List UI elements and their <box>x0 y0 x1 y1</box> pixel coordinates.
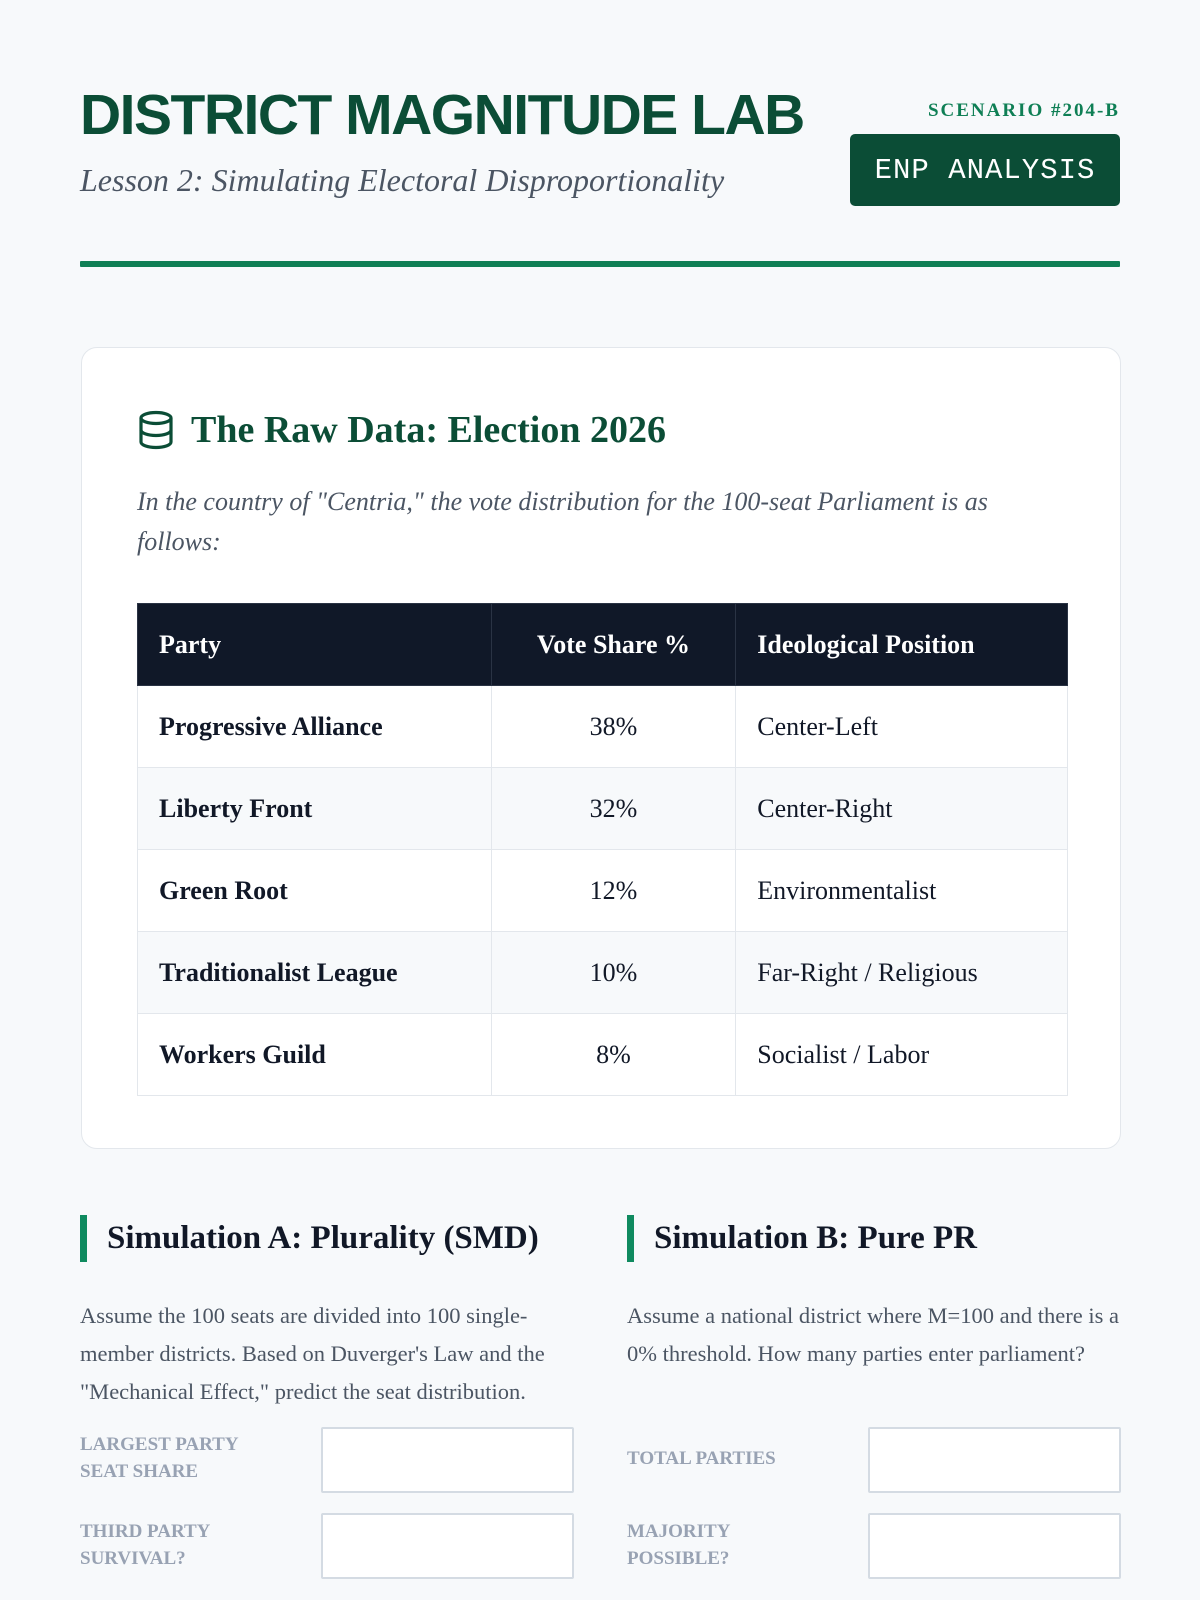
table-row <box>138 850 1068 932</box>
column-header-vote-share: Vote Share % <box>491 604 736 686</box>
label-line: TOTAL PARTIES <box>627 1448 776 1469</box>
simulation-b-title: Simulation B: Pure PR <box>627 1215 977 1262</box>
label-line: THIRD PARTY <box>80 1521 211 1542</box>
party-name: Workers Guild <box>138 1014 492 1096</box>
label-line: SEAT SHARE <box>80 1461 199 1482</box>
label-line: POSSIBLE? <box>627 1548 730 1569</box>
party-name: Green Root <box>138 850 492 932</box>
table-row <box>138 932 1068 1014</box>
table-row <box>138 768 1068 850</box>
ideological-position: Center-Right <box>736 768 1068 850</box>
vote-share: 32% <box>491 768 736 850</box>
ideological-position: Environmentalist <box>736 850 1068 932</box>
simulation-b-section <box>627 1215 1121 1600</box>
party-name: Liberty Front <box>138 768 492 850</box>
ideological-position: Socialist / Labor <box>736 1014 1068 1096</box>
table-row <box>138 1014 1068 1096</box>
total-parties-input[interactable] <box>868 1427 1121 1493</box>
vote-share: 12% <box>491 850 736 932</box>
database-icon <box>137 410 175 450</box>
vote-share: 8% <box>491 1014 736 1096</box>
largest-party-seat-share-input[interactable] <box>321 1427 574 1493</box>
column-header-party: Party <box>138 604 492 686</box>
label-line: LARGEST PARTY <box>80 1434 239 1455</box>
majority-possible-input[interactable] <box>868 1513 1121 1579</box>
simulation-b-description: Assume a national district where M=100 and there is a 0% threshold. How many parties enter parliament? <box>627 1303 1119 1366</box>
third-party-survival-input[interactable] <box>321 1513 574 1579</box>
table-row <box>138 686 1068 768</box>
ideological-position: Center-Left <box>736 686 1068 768</box>
label-line: MAJORITY <box>627 1521 731 1542</box>
third-party-survival-label <box>80 1518 210 1572</box>
label-line: SURVIVAL? <box>80 1548 186 1569</box>
vote-distribution-table <box>137 603 1068 1096</box>
simulation-a-description: Assume the 100 seats are divided into 100 single-member districts. Based on Duverger's Law and the "Mechanical Effect," predict the seat distribution. <box>80 1303 545 1404</box>
raw-data-heading <box>137 408 666 452</box>
scenario-label: SCENARIO #204-B <box>927 100 1120 121</box>
party-name: Progressive Alliance <box>138 686 492 768</box>
table-header-row <box>138 604 1068 686</box>
page-header <box>80 82 1120 270</box>
vote-share: 38% <box>491 686 736 768</box>
raw-data-title: The Raw Data: Election 2026 <box>191 409 666 451</box>
raw-data-intro: In the country of "Centria," the vote distribution for the 100-seat Parliament is as follows: <box>137 487 988 556</box>
largest-party-seat-share-label <box>80 1431 239 1485</box>
raw-data-card <box>81 347 1121 1149</box>
page-title: DISTRICT MAGNITUDE LAB <box>80 83 804 147</box>
total-parties-label <box>627 1445 776 1472</box>
column-header-ideology: Ideological Position <box>736 604 1068 686</box>
header-divider <box>80 261 1120 267</box>
ideological-position: Far-Right / Religious <box>736 932 1068 1014</box>
page-subtitle: Lesson 2: Simulating Electoral Disproportionality <box>80 162 725 198</box>
party-name: Traditionalist League <box>138 932 492 1014</box>
vote-share: 10% <box>491 932 736 1014</box>
simulation-a-section <box>80 1215 574 1600</box>
majority-possible-label <box>627 1518 730 1572</box>
simulation-a-title: Simulation A: Plurality (SMD) <box>80 1215 539 1262</box>
enp-analysis-badge: ENP ANALYSIS <box>850 134 1120 206</box>
